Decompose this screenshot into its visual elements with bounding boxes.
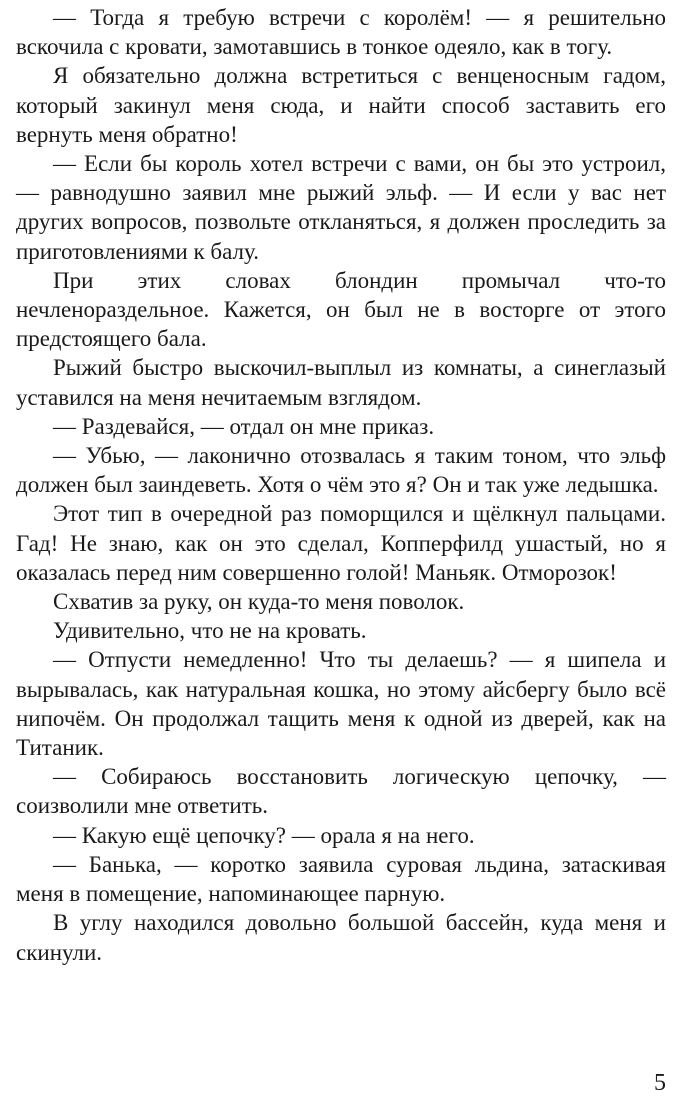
paragraph: Удивительно, что не на кровать. bbox=[53, 618, 367, 644]
paragraph: Рыжий быстро выскочил-выплыл из комнаты, а синеглазый уставился на меня нечитаемым взглядом. bbox=[16, 355, 666, 410]
page-number: 5 bbox=[654, 1070, 666, 1096]
paragraph: — Раздевайся, — отдал он мне приказ. bbox=[53, 413, 435, 439]
paragraph: В углу находился довольно большой бассейн, куда меня и скинули. bbox=[16, 910, 666, 965]
paragraph: Я обязательно должна встретиться с венценосным гадом, который закинул меня сюда, и найти способ заставить его вернуть меня обратно! bbox=[16, 63, 666, 147]
paragraph: — Банька, — коротко заявила суровая льдина, затаскивая меня в помещение, напоминающее парную. bbox=[16, 851, 666, 907]
paragraph: При этих словах блондин промычал что-то нечленораздельное. Кажется, он был не в восторге от этого предстоящего бала. bbox=[16, 267, 666, 352]
paragraph: Этот тип в очередной раз поморщился и щёлкнул пальцами. Гад! Не знаю, как он это сделал, Копперфилд ушастый, но я оказалась перед ним совершенно голой! Маньяк. Отморозок! bbox=[16, 501, 666, 585]
paragraph: — Какую ещё цепочку? — орала я на него. bbox=[53, 822, 475, 848]
paragraph: — Отпусти немедленно! Что ты делаешь? — я шипела и вырывалась, как натуральная кошка, но этому айсбергу было всё нипочём. Он продолжал тащить меня к одной из дверей, как на Титаник. bbox=[16, 647, 666, 761]
paragraph: — Если бы король хотел встречи с вами, он бы это устроил, — равнодушно заявил мне рыжий эльф. — И если у вас нет других вопросов, позвольте откланяться, я должен проследить за приготовлениями к балу. bbox=[16, 151, 666, 264]
paragraph: — Собираюсь восстановить логическую цепочку, — соизволили мне ответить. bbox=[16, 764, 666, 819]
paragraph: Схватив за руку, он куда-то меня поволок. bbox=[53, 589, 465, 615]
page-text bbox=[16, 3, 666, 967]
paragraph: — Тогда я требую встречи с королём! — я решительно вскочила с кровати, замотавшись в тонкое одеяло, как в тогу. bbox=[16, 5, 666, 60]
paragraph: — Убью, — лаконично отозвалась я таким тоном, что эльф должен был заиндеветь. Хотя о чём это я? Он и так уже ледышка. bbox=[16, 443, 666, 498]
